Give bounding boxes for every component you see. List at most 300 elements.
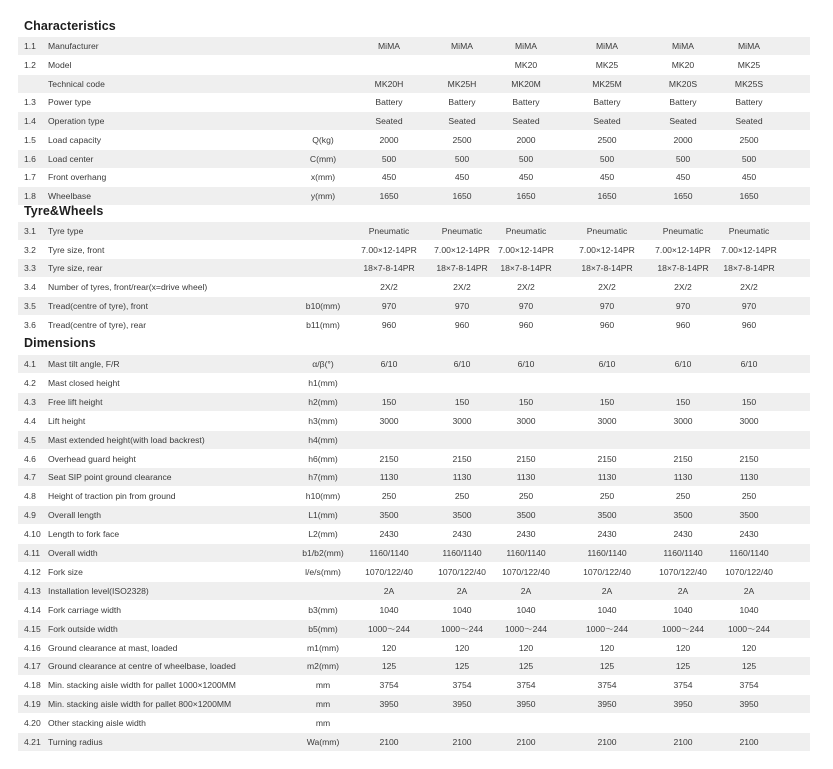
row-value: 120	[741, 642, 757, 653]
row-name: Tyre size, front	[48, 244, 105, 255]
row-value: 125	[741, 661, 757, 672]
row-name: Free lift height	[48, 396, 103, 407]
row-value: 2430	[673, 529, 693, 540]
row-value: 1160/1140	[729, 548, 769, 558]
row-number: 4.7	[24, 472, 36, 483]
row-number: 4.9	[24, 510, 36, 521]
row-number: 4.17	[24, 661, 41, 672]
row-value: 3500	[452, 510, 472, 521]
row-value: 3000	[739, 415, 759, 426]
spec-row	[18, 601, 810, 619]
row-value: 1650	[516, 191, 536, 201]
spec-row	[18, 222, 810, 240]
row-value: 3950	[739, 699, 759, 710]
row-value: 1070/122/40	[725, 566, 773, 577]
row-value: 18×7-8-14PR	[363, 263, 415, 274]
row-value: 2150	[739, 453, 759, 464]
spec-row	[18, 56, 810, 74]
row-value: 2000	[379, 134, 399, 145]
row-value: 500	[599, 153, 615, 164]
row-value: 125	[454, 661, 470, 672]
row-name: Height of traction pin from ground	[48, 491, 176, 502]
row-name: Number of tyres, front/rear(x=drive wheel)	[48, 282, 208, 293]
row-unit: h2(mm)	[308, 396, 338, 407]
spec-row	[18, 374, 810, 392]
row-value: 960	[741, 319, 757, 330]
spec-row	[18, 620, 810, 638]
row-number: 1.1	[24, 41, 36, 51]
row-unit: mm	[315, 680, 331, 691]
row-value: 1130	[516, 472, 536, 483]
row-value: 2150	[516, 453, 536, 464]
row-unit: h1(mm)	[308, 377, 338, 388]
row-name: Power type	[48, 97, 91, 108]
section-title: Characteristics	[24, 19, 116, 33]
row-value: 1070/122/40	[659, 566, 707, 577]
row-value: 500	[518, 153, 534, 164]
row-value: 960	[381, 319, 397, 330]
row-value: 2430	[379, 529, 399, 540]
row-name: Fork size	[48, 566, 83, 577]
row-value: MK20	[514, 59, 538, 70]
row-value: Pneumatic	[368, 226, 410, 236]
spec-row	[18, 93, 810, 111]
row-number: 3.6	[24, 319, 36, 330]
row-value: 3500	[516, 510, 536, 521]
row-number: 1.6	[24, 153, 36, 164]
row-value: 2100	[739, 737, 759, 747]
row-value: MK20M	[511, 78, 541, 89]
row-value: 2100	[452, 737, 472, 747]
spec-row	[18, 468, 810, 486]
row-name: Ground clearance at centre of wheelbase, loaded	[48, 661, 236, 672]
row-value: 3000	[516, 415, 536, 426]
row-value: MiMA	[451, 41, 473, 51]
row-name: Front overhang	[48, 172, 107, 183]
row-value: Pneumatic	[441, 226, 483, 236]
row-value: 7.00×12-14PR	[579, 244, 635, 255]
row-value: 1650	[379, 191, 399, 201]
row-number: 4.8	[24, 491, 36, 502]
row-value: 150	[518, 396, 534, 407]
row-value: 450	[741, 172, 757, 183]
row-value: 3950	[516, 699, 536, 710]
spec-row	[18, 657, 810, 675]
row-value: 18×7-8-14PR	[436, 263, 488, 274]
row-value: 970	[381, 300, 397, 311]
row-value: 1650	[739, 191, 759, 201]
row-value: 2A	[601, 585, 613, 596]
row-value: 18×7-8-14PR	[500, 263, 552, 274]
row-number: 4.19	[24, 699, 41, 710]
row-value: 2000	[516, 134, 536, 145]
row-value: 1130	[379, 472, 399, 483]
row-value: 6/10	[598, 359, 616, 369]
spec-row	[18, 259, 810, 277]
row-value: MiMA	[672, 41, 694, 51]
row-unit: mm	[315, 699, 331, 710]
row-value: 250	[741, 491, 757, 502]
row-value: 2A	[383, 585, 395, 596]
row-value: 2A	[456, 585, 468, 596]
row-value: 3754	[516, 680, 536, 691]
row-value: Battery	[375, 97, 403, 108]
row-number: 3.1	[24, 226, 36, 236]
section-title: Dimensions	[24, 336, 96, 350]
row-value: 250	[518, 491, 534, 502]
row-value: MK20	[671, 59, 695, 70]
row-number: 3.5	[24, 300, 36, 311]
spec-row	[18, 544, 810, 562]
row-value: 2430	[597, 529, 617, 540]
spec-row	[18, 506, 810, 524]
row-value: 2X/2	[598, 282, 616, 293]
row-value: 1650	[673, 191, 693, 201]
spec-row	[18, 241, 810, 259]
row-value: 1070/122/40	[502, 566, 550, 577]
row-unit: mm	[315, 718, 331, 729]
row-value: 450	[599, 172, 615, 183]
row-unit: l/e/s(mm)	[305, 566, 341, 577]
row-value: 3950	[673, 699, 693, 710]
row-number: 1.7	[24, 172, 36, 183]
row-value: 500	[675, 153, 691, 164]
row-value: 2100	[379, 737, 399, 747]
row-unit: y(mm)	[310, 191, 336, 201]
row-value: Seated	[448, 116, 476, 126]
row-value: 970	[518, 300, 534, 311]
row-value: MiMA	[738, 41, 760, 51]
row-value: 6/10	[740, 359, 758, 369]
row-unit: h3(mm)	[308, 415, 338, 426]
row-value: 450	[518, 172, 534, 183]
spec-row	[18, 37, 810, 55]
row-value: 3500	[673, 510, 693, 521]
row-value: 120	[599, 642, 615, 653]
row-number: 4.3	[24, 396, 36, 407]
row-value: 120	[454, 642, 470, 653]
row-unit: b11(mm)	[306, 319, 340, 330]
row-number: 4.4	[24, 415, 36, 426]
row-value: 2100	[673, 737, 693, 747]
row-value: 120	[675, 642, 691, 653]
row-unit: Q(kg)	[312, 134, 334, 145]
row-unit: h7(mm)	[308, 472, 338, 483]
row-value: 7.00×12-14PR	[498, 244, 554, 255]
row-number: 4.12	[24, 566, 41, 577]
row-number: 4.5	[24, 434, 36, 445]
row-value: 2430	[452, 529, 472, 540]
row-value: 120	[518, 642, 534, 653]
row-value: 1000～244	[440, 623, 484, 634]
row-value: Seated	[669, 116, 697, 126]
row-value: Pneumatic	[505, 226, 547, 236]
spec-row	[18, 676, 810, 694]
spec-row	[18, 639, 810, 657]
row-value: 3950	[379, 699, 399, 710]
row-value: 3950	[452, 699, 472, 710]
row-number: 1.5	[24, 134, 36, 145]
row-value: MK25H	[447, 78, 477, 89]
spec-row	[18, 112, 810, 130]
row-value: 960	[675, 319, 691, 330]
spec-row	[18, 563, 810, 581]
row-value: 1160/1140	[663, 548, 703, 558]
row-value: 1070/122/40	[583, 566, 631, 577]
row-name: Installation level(ISO2328)	[48, 585, 149, 596]
row-value: Seated	[735, 116, 763, 126]
row-value: 120	[381, 642, 397, 653]
row-name: Operation type	[48, 116, 105, 126]
row-value: 3754	[673, 680, 693, 691]
spec-row	[18, 582, 810, 600]
spec-row	[18, 150, 810, 168]
row-value: 250	[454, 491, 470, 502]
row-value: 2150	[452, 453, 472, 464]
row-value: 2X/2	[517, 282, 535, 293]
row-number: 4.10	[24, 529, 41, 540]
row-name: Overall width	[48, 548, 98, 558]
row-unit: Wa(mm)	[306, 737, 340, 747]
row-value: Pneumatic	[586, 226, 628, 236]
row-value: 3500	[379, 510, 399, 521]
row-name: Min. stacking aisle width for pallet 1000×1200MM	[48, 680, 236, 691]
row-number: 3.3	[24, 263, 36, 274]
row-unit: x(mm)	[310, 172, 336, 183]
row-value: 125	[381, 661, 397, 672]
row-value: 150	[381, 396, 397, 407]
row-value: 150	[599, 396, 615, 407]
row-value: 3754	[379, 680, 399, 691]
spec-row	[18, 450, 810, 468]
row-value: Battery	[512, 97, 540, 108]
row-name: Tread(centre of tyre), front	[48, 300, 148, 311]
row-unit: m1(mm)	[307, 642, 339, 653]
row-name: Min. stacking aisle width for pallet 800×1200MM	[48, 699, 232, 710]
row-number: 4.6	[24, 453, 36, 464]
row-unit: C(mm)	[309, 153, 337, 164]
row-value: 3754	[739, 680, 759, 691]
row-value: 2150	[597, 453, 617, 464]
row-value: 2000	[673, 134, 693, 145]
row-value: 150	[454, 396, 470, 407]
row-value: Battery	[735, 97, 763, 108]
row-value: MiMA	[378, 41, 400, 51]
row-value: Pneumatic	[728, 226, 770, 236]
row-name: Manufacturer	[48, 41, 99, 51]
row-value: 2500	[739, 134, 759, 145]
row-value: 3000	[597, 415, 617, 426]
row-unit: b10(mm)	[305, 300, 341, 311]
row-name: Mast extended height(with load backrest)	[48, 434, 205, 445]
row-value: MK25S	[734, 78, 764, 89]
row-number: 4.21	[24, 737, 41, 747]
row-number: 4.11	[24, 548, 41, 558]
row-value: 500	[381, 153, 397, 164]
row-value: 1070/122/40	[438, 566, 486, 577]
row-value: MiMA	[596, 41, 618, 51]
spec-row	[18, 316, 810, 334]
row-name: Mast closed height	[48, 377, 120, 388]
row-value: 3754	[597, 680, 617, 691]
row-value: Seated	[375, 116, 403, 126]
row-unit: m2(mm)	[307, 661, 339, 672]
row-value: 2A	[677, 585, 689, 596]
row-value: 250	[381, 491, 397, 502]
row-value: 1000～244	[727, 623, 771, 634]
row-number: 4.14	[24, 604, 41, 615]
row-value: 250	[675, 491, 691, 502]
row-value: MK25	[595, 59, 619, 70]
row-name: Overall length	[48, 510, 102, 521]
row-number: 1.3	[24, 97, 36, 108]
row-value: 1000～244	[585, 623, 629, 634]
row-value: 2430	[739, 529, 759, 540]
row-value: 125	[518, 661, 534, 672]
row-name: Tyre size, rear	[48, 263, 103, 274]
row-value: 960	[518, 319, 534, 330]
spec-row	[18, 412, 810, 430]
row-value: 2X/2	[380, 282, 398, 293]
row-value: 2430	[516, 529, 536, 540]
row-name: Tread(centre of tyre), rear	[48, 319, 147, 330]
row-value: 1000～244	[661, 623, 705, 634]
row-value: 500	[741, 153, 757, 164]
row-value: 450	[675, 172, 691, 183]
row-name: Length to fork face	[48, 529, 120, 540]
row-name: Technical code	[48, 78, 105, 89]
row-value: 18×7-8-14PR	[657, 263, 709, 274]
row-value: 6/10	[453, 359, 471, 369]
row-number: 4.13	[24, 585, 41, 596]
row-value: 1130	[597, 472, 617, 483]
row-number: 3.4	[24, 282, 36, 293]
row-value: 7.00×12-14PR	[655, 244, 711, 255]
row-unit: b1/b2(mm)	[302, 548, 344, 558]
row-unit: h6(mm)	[308, 453, 338, 464]
row-value: 970	[675, 300, 691, 311]
spec-row	[18, 733, 810, 751]
row-number: 4.16	[24, 642, 41, 653]
row-value: 3500	[739, 510, 759, 521]
spec-row	[18, 355, 810, 373]
row-value: 2150	[379, 453, 399, 464]
row-value: 6/10	[380, 359, 398, 369]
row-value: 2X/2	[674, 282, 692, 293]
row-value: 1130	[452, 472, 472, 483]
row-value: 2150	[673, 453, 693, 464]
row-value: 1160/1140	[369, 548, 409, 558]
row-value: 970	[454, 300, 470, 311]
row-value: 3000	[379, 415, 399, 426]
row-value: MiMA	[515, 41, 537, 51]
row-value: 450	[381, 172, 397, 183]
row-value: 7.00×12-14PR	[434, 244, 490, 255]
row-value: 3500	[597, 510, 617, 521]
row-value: 1040	[452, 604, 472, 615]
row-value: 2X/2	[453, 282, 471, 293]
row-unit: L1(mm)	[308, 510, 338, 521]
row-number: 4.2	[24, 377, 36, 388]
row-value: 150	[741, 396, 757, 407]
spec-row	[18, 297, 810, 315]
row-value: Battery	[448, 97, 476, 108]
row-unit: h10(mm)	[305, 491, 341, 502]
row-name: Turning radius	[48, 737, 103, 747]
row-unit: b5(mm)	[308, 623, 338, 634]
row-value: 2100	[597, 737, 617, 747]
row-number: 1.8	[24, 191, 36, 201]
row-number: 4.20	[24, 718, 41, 729]
row-name: Wheelbase	[48, 191, 91, 201]
row-value: 2500	[597, 134, 617, 145]
row-value: Seated	[512, 116, 540, 126]
row-value: 150	[675, 396, 691, 407]
row-number: 1.4	[24, 116, 36, 126]
row-value: 2100	[516, 737, 536, 747]
spec-row	[18, 431, 810, 449]
row-number: 4.1	[24, 359, 36, 369]
row-value: 7.00×12-14PR	[721, 244, 777, 255]
section-title: Tyre&Wheels	[24, 204, 104, 218]
row-value: 3950	[597, 699, 617, 710]
row-value: 3000	[673, 415, 693, 426]
row-value: Battery	[593, 97, 621, 108]
row-value: 970	[599, 300, 615, 311]
spec-row	[18, 278, 810, 296]
row-value: 3754	[452, 680, 472, 691]
row-value: 125	[675, 661, 691, 672]
row-number: 4.15	[24, 623, 41, 634]
row-value: 1000～244	[504, 623, 548, 634]
row-value: 2A	[520, 585, 532, 596]
row-number: 1.2	[24, 59, 36, 70]
row-value: 960	[454, 319, 470, 330]
row-value: 970	[741, 300, 757, 311]
spec-row	[18, 525, 810, 543]
row-value: 1000～244	[367, 623, 411, 634]
row-name: Seat SIP point ground clearance	[48, 472, 172, 483]
row-value: MK25M	[592, 78, 622, 89]
row-value: 1160/1140	[442, 548, 482, 558]
row-value: 1040	[379, 604, 399, 615]
row-name: Fork outside width	[48, 623, 118, 634]
row-value: 2X/2	[740, 282, 758, 293]
row-value: 3000	[452, 415, 472, 426]
row-value: 1070/122/40	[365, 566, 413, 577]
row-value: 1130	[673, 472, 693, 483]
spec-row	[18, 695, 810, 713]
row-name: Load center	[48, 153, 94, 164]
row-value: MK20S	[668, 78, 698, 89]
spec-row	[18, 131, 810, 149]
spec-row	[18, 487, 810, 505]
row-value: 7.00×12-14PR	[361, 244, 417, 255]
row-value: 6/10	[674, 359, 692, 369]
row-value: 1650	[597, 191, 617, 201]
row-value: Seated	[593, 116, 621, 126]
row-name: Other stacking aisle width	[48, 718, 146, 729]
row-name: Lift height	[48, 415, 86, 426]
row-value: Pneumatic	[662, 226, 704, 236]
row-value: Battery	[669, 97, 697, 108]
row-name: Tyre type	[48, 226, 84, 236]
row-value: 1040	[597, 604, 617, 615]
row-name: Overhead guard height	[48, 453, 136, 464]
row-name: Mast tilt angle, F/R	[48, 359, 120, 369]
row-value: 6/10	[517, 359, 535, 369]
row-unit: h4(mm)	[308, 434, 338, 445]
